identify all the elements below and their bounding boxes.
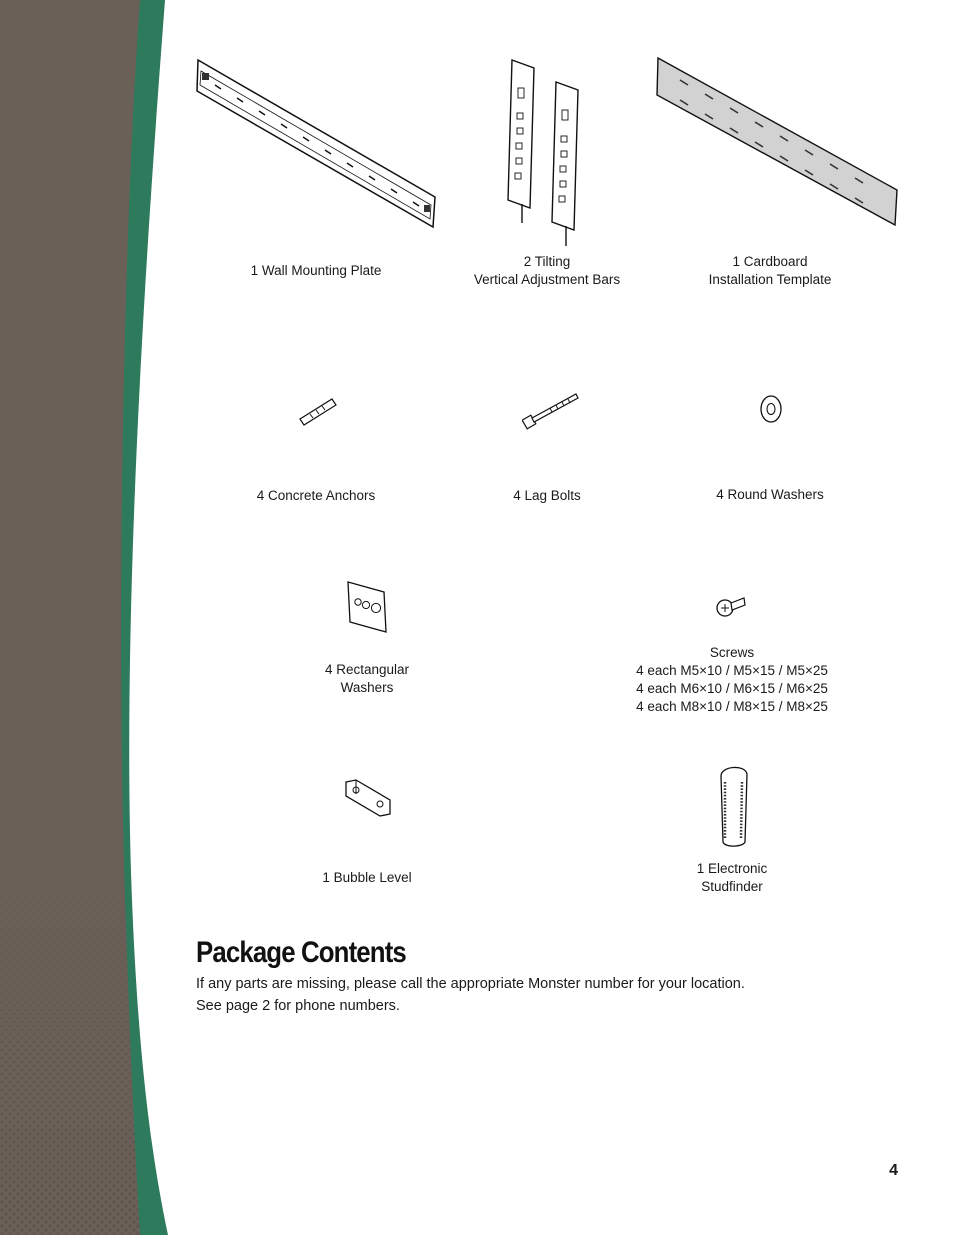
round-washer-image	[757, 393, 785, 425]
bubble-level-image	[342, 778, 394, 818]
lag-bolt-image	[522, 390, 580, 430]
rectangular-washer-image	[344, 578, 392, 636]
wall-mounting-plate-label: 1 Wall Mounting Plate	[250, 263, 382, 278]
tilting-bars-image	[500, 58, 585, 250]
studfinder-label: 1 Electronic Studfinder	[696, 861, 768, 894]
intro-line-2: See page 2 for phone numbers.	[196, 998, 400, 1014]
sidebar-decoration	[0, 0, 175, 1235]
screw-image	[715, 593, 747, 619]
wall-mounting-plate-image	[195, 55, 440, 235]
tilting-bars-label: 2 Tilting Vertical Adjustment Bars	[473, 254, 621, 287]
intro-line-1: If any parts are missing, please call the appropriate Monster number for your location.	[196, 976, 745, 992]
concrete-anchor-image	[296, 395, 338, 427]
concrete-anchors-label: 4 Concrete Anchors	[256, 488, 376, 503]
installation-template-label: 1 Cardboard Installation Template	[708, 254, 832, 287]
screws-label: Screws 4 each M5×10 / M5×15 / M5×25 4 each M6×10 / M6×15 / M6×25 4 each M8×10 / M8×15 / M8×25	[636, 645, 828, 714]
round-washers-label: 4 Round Washers	[716, 487, 824, 502]
rectangular-washers-label: 4 Rectangular Washers	[324, 662, 410, 695]
installation-template-image	[655, 55, 900, 230]
page-title: Package Contents	[196, 936, 406, 969]
studfinder-image	[715, 762, 751, 848]
bubble-level-label: 1 Bubble Level	[322, 870, 412, 885]
intro-text	[196, 973, 816, 1017]
page-number: 4	[889, 1162, 898, 1179]
lag-bolts-label: 4 Lag Bolts	[513, 488, 581, 503]
